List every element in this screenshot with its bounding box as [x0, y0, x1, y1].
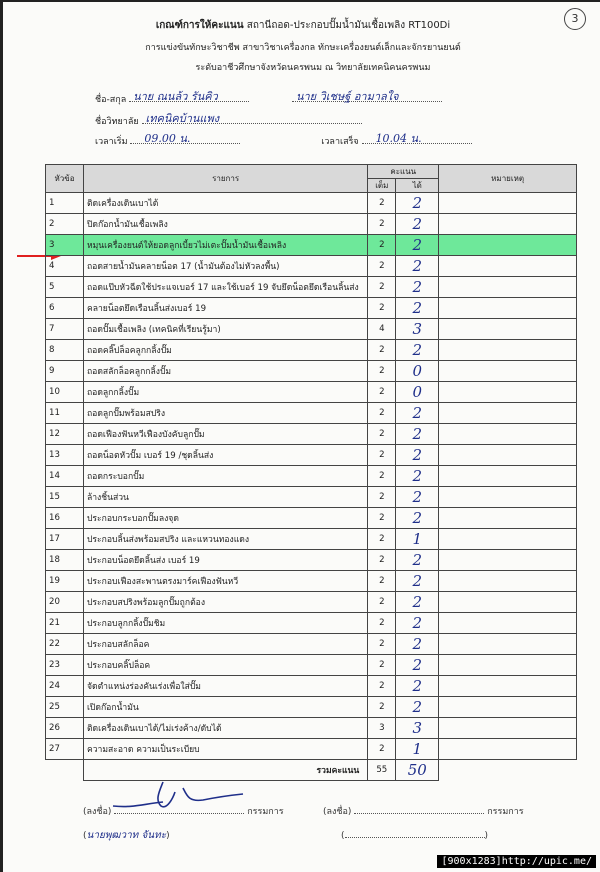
row-item: ถอดสายน้ำมันคลายน็อต 17 (น้ำมันต้องไม่หัวลงพื้น)	[83, 256, 367, 277]
header-line-2: การแข่งขันทักษะวิชาชีพ สาขาวิชาเครื่องกล ทักษะเครื่องยนต์เล็กและจักรยานยนต์	[145, 43, 461, 53]
row-full-score: 2	[368, 613, 396, 634]
row-full-score: 2	[368, 634, 396, 655]
college-row	[95, 114, 362, 128]
row-number: 11	[46, 403, 84, 424]
row-got-score: 2	[396, 235, 439, 256]
page-number: 3	[564, 8, 586, 30]
contestant-name-2: นาย วิเชษฐ์ อามาลใจ	[295, 90, 399, 103]
header-full: เต็ม	[368, 179, 396, 193]
row-full-score: 2	[368, 403, 396, 424]
row-note	[439, 697, 577, 718]
row-number: 16	[46, 508, 84, 529]
row-note	[439, 298, 577, 319]
row-got-score: 2	[396, 214, 439, 235]
row-full-score: 2	[368, 592, 396, 613]
row-item: คลายน็อตยึดเรือนลิ้นส่งเบอร์ 19	[83, 298, 367, 319]
table-row	[46, 424, 577, 445]
end-label: เวลาเสร็จ	[321, 137, 359, 147]
row-number: 17	[46, 529, 84, 550]
row-full-score: 2	[368, 697, 396, 718]
row-item: ล้างชิ้นส่วน	[83, 487, 367, 508]
row-item: ถอดเฟืองฟันหวีเฟืองบังคับลูกปั๊ม	[83, 424, 367, 445]
header-note: หมายเหตุ	[439, 165, 577, 193]
row-number: 7	[46, 319, 84, 340]
table-row	[46, 739, 577, 760]
row-full-score: 2	[368, 676, 396, 697]
table-row	[46, 508, 577, 529]
row-got-score: 2	[396, 592, 439, 613]
row-full-score: 3	[368, 718, 396, 739]
row-got-score: 2	[396, 676, 439, 697]
row-got-score: 0	[396, 382, 439, 403]
row-number: 9	[46, 361, 84, 382]
row-number: 15	[46, 487, 84, 508]
row-note	[439, 718, 577, 739]
row-number: 18	[46, 550, 84, 571]
row-item: ประกอบลูกกลิ้งปั๊มชิม	[83, 613, 367, 634]
time-row	[95, 134, 472, 148]
row-note	[439, 634, 577, 655]
row-full-score: 2	[368, 298, 396, 319]
row-got-score: 1	[396, 739, 439, 760]
row-item: ประกอบสลักล็อค	[83, 634, 367, 655]
committee-label-1: กรรมการ	[247, 807, 284, 817]
row-item: หมุนเครื่องยนต์ให้ยอดลูกเบี้ยวไม่เตะปั๊มน้ำมันเชื้อเพลิง	[83, 235, 367, 256]
row-note	[439, 256, 577, 277]
row-note	[439, 739, 577, 760]
row-note	[439, 403, 577, 424]
row-number: 12	[46, 424, 84, 445]
row-got-score: 2	[396, 697, 439, 718]
start-label: เวลาเริ่ม	[95, 137, 128, 147]
row-full-score: 2	[368, 277, 396, 298]
row-full-score: 2	[368, 739, 396, 760]
row-item: ติดเครื่องเดินเบาได้	[83, 193, 367, 214]
row-number: 19	[46, 571, 84, 592]
row-number: 5	[46, 277, 84, 298]
row-number: 25	[46, 697, 84, 718]
row-number: 13	[46, 445, 84, 466]
table-row	[46, 592, 577, 613]
table-row	[46, 718, 577, 739]
table-row	[46, 487, 577, 508]
table-row	[46, 382, 577, 403]
table-row	[46, 445, 577, 466]
title-bold: เกณฑ์การให้คะแนน	[155, 20, 244, 31]
row-full-score: 2	[368, 382, 396, 403]
row-item: จัดตำแหน่งร่องคันเร่งเพื่อใส่ปั๊ม	[83, 676, 367, 697]
row-item: ประกอบลิ้นส่งพร้อมสปริง และแหวนทองแดง	[83, 529, 367, 550]
row-got-score: 2	[396, 613, 439, 634]
row-number: 22	[46, 634, 84, 655]
row-note	[439, 277, 577, 298]
table-row	[46, 193, 577, 214]
row-number: 21	[46, 613, 84, 634]
row-got-score: 2	[396, 298, 439, 319]
watermark: [900x1283]http://upic.me/	[437, 855, 596, 868]
row-got-score: 2	[396, 571, 439, 592]
table-row	[46, 256, 577, 277]
row-full-score: 2	[368, 466, 396, 487]
table-row	[46, 214, 577, 235]
row-note	[439, 382, 577, 403]
table-row	[46, 298, 577, 319]
row-item: ประกอบกระบอกปั๊มลงจุด	[83, 508, 367, 529]
table-row	[46, 361, 577, 382]
start-time: 09.00 น.	[144, 132, 191, 145]
row-item: ประกอบน็อตยึดลิ้นส่ง เบอร์ 19	[83, 550, 367, 571]
row-full-score: 2	[368, 193, 396, 214]
row-note	[439, 235, 577, 256]
row-note	[439, 193, 577, 214]
row-got-score: 3	[396, 718, 439, 739]
table-row	[46, 634, 577, 655]
row-full-score: 2	[368, 235, 396, 256]
row-full-score: 2	[368, 256, 396, 277]
row-number: 8	[46, 340, 84, 361]
row-got-score: 2	[396, 487, 439, 508]
row-number: 14	[46, 466, 84, 487]
row-note	[439, 361, 577, 382]
row-item: ถอดกระบอกปั๊ม	[83, 466, 367, 487]
table-row	[46, 571, 577, 592]
row-item: เปิดก๊อกน้ำมัน	[83, 697, 367, 718]
row-got-score: 2	[396, 256, 439, 277]
row-item: ถอดปั๊มเชื้อเพลิง (เทคนิคที่เรียนรู้มา)	[83, 319, 367, 340]
header-line-3: ระดับอาชีวศึกษาจังหวัดนครพนม ณ วิทยาลัยเทคนิคนครพนม	[195, 63, 431, 73]
table-row	[46, 613, 577, 634]
row-got-score: 2	[396, 424, 439, 445]
signature-2	[323, 804, 524, 818]
name-row	[95, 92, 442, 106]
table-row	[46, 466, 577, 487]
row-got-score: 0	[396, 361, 439, 382]
row-got-score: 2	[396, 634, 439, 655]
row-item: ประกอบเฟืองสะพานตรงมาร์คเฟืองฟันหวี	[83, 571, 367, 592]
row-item: ถอดสลักล็อคลูกกลิ้งปั๊ม	[83, 361, 367, 382]
row-note	[439, 550, 577, 571]
row-item: ประกอบสปริงพร้อมลูกปั๊มถูกต้อง	[83, 592, 367, 613]
name-label: ชื่อ-สกุล	[95, 95, 127, 105]
header-item: รายการ	[83, 165, 367, 193]
row-got-score: 2	[396, 445, 439, 466]
table-row	[46, 235, 577, 256]
total-label: รวมคะแนน	[83, 760, 367, 781]
row-number: 27	[46, 739, 84, 760]
row-note	[439, 571, 577, 592]
row-got-score: 2	[396, 340, 439, 361]
row-full-score: 2	[368, 508, 396, 529]
row-number: 10	[46, 382, 84, 403]
header-score: คะแนน	[368, 165, 439, 179]
row-item: ติดเครื่องเดินเบาได้/ไม่เร่งค้าง/ดับได้	[83, 718, 367, 739]
title-rest: สถานีถอด-ประกอบปั๊มน้ำมันเชื้อเพลิง RT100Di	[246, 20, 451, 31]
row-note	[439, 319, 577, 340]
row-note	[439, 676, 577, 697]
table-row	[46, 403, 577, 424]
row-full-score: 2	[368, 424, 396, 445]
sign-label-2: (ลงชื่อ)	[323, 807, 352, 817]
table-row	[46, 319, 577, 340]
header-got: ได้	[396, 179, 439, 193]
row-item: ถอดลูกปั๊มพร้อมสปริง	[83, 403, 367, 424]
committee-name-1: นายพุฒวาท จันทะ	[86, 830, 167, 841]
table-row	[46, 277, 577, 298]
row-got-score: 2	[396, 550, 439, 571]
row-full-score: 2	[368, 529, 396, 550]
row-number: 3	[46, 235, 84, 256]
row-note	[439, 340, 577, 361]
row-got-score: 2	[396, 403, 439, 424]
table-row	[46, 697, 577, 718]
college-name: เทคนิคบ้านแพง	[145, 112, 220, 125]
table-row	[46, 340, 577, 361]
row-item: ความสะอาด ความเป็นระเบียบ	[83, 739, 367, 760]
row-got-score: 2	[396, 466, 439, 487]
row-number: 23	[46, 655, 84, 676]
row-item: ถอดน็อตหัวปั๊ม เบอร์ 19 /ชุดลิ้นส่ง	[83, 445, 367, 466]
row-note	[439, 508, 577, 529]
total-got: 50	[396, 760, 439, 781]
row-note	[439, 529, 577, 550]
row-full-score: 2	[368, 571, 396, 592]
row-item: ประกอบคลิ๊ปล็อค	[83, 655, 367, 676]
row-got-score: 2	[396, 193, 439, 214]
row-number: 6	[46, 298, 84, 319]
row-full-score: 2	[368, 550, 396, 571]
row-got-score: 2	[396, 655, 439, 676]
row-number: 2	[46, 214, 84, 235]
row-note	[439, 424, 577, 445]
table-row	[46, 550, 577, 571]
row-got-score: 3	[396, 319, 439, 340]
row-note	[439, 214, 577, 235]
row-item: ถอดคลิ๊ปล็อคลูกกลิ้งปั๊ม	[83, 340, 367, 361]
row-got-score: 1	[396, 529, 439, 550]
row-number: 1	[46, 193, 84, 214]
row-note	[439, 487, 577, 508]
row-full-score: 2	[368, 340, 396, 361]
header-no: หัวข้อ	[46, 165, 84, 193]
handwritten-signature	[103, 778, 253, 814]
score-table	[45, 164, 577, 781]
total-full: 55	[368, 760, 396, 781]
row-item: ถอดลูกกลิ้งปั๊ม	[83, 382, 367, 403]
sign-label-1: (ลงชื่อ)	[83, 807, 112, 817]
row-number: 26	[46, 718, 84, 739]
row-full-score: 4	[368, 319, 396, 340]
row-full-score: 2	[368, 487, 396, 508]
row-number: 20	[46, 592, 84, 613]
row-item: ปิดก๊อกน้ำมันเชื้อเพลิง	[83, 214, 367, 235]
row-note	[439, 466, 577, 487]
row-got-score: 2	[396, 508, 439, 529]
end-time: 10.04 น.	[375, 132, 422, 145]
row-full-score: 2	[368, 445, 396, 466]
college-label: ชื่อวิทยาลัย	[95, 117, 139, 127]
row-number: 24	[46, 676, 84, 697]
row-note	[439, 613, 577, 634]
row-got-score: 2	[396, 277, 439, 298]
row-note	[439, 445, 577, 466]
table-row	[46, 655, 577, 676]
row-full-score: 2	[368, 655, 396, 676]
committee-label-2: กรรมการ	[487, 807, 524, 817]
table-row	[46, 676, 577, 697]
table-row	[46, 529, 577, 550]
row-full-score: 2	[368, 361, 396, 382]
row-number: 4	[46, 256, 84, 277]
sheet-title	[3, 18, 600, 33]
contestant-name-1: นาย ณนล้ว รันคิว	[133, 90, 218, 103]
row-item: ถอดแป๊บหัวฉีดใช้ประแจเบอร์ 17 และใช้เบอร์ 19 จับยึดน็อตยึดเรือนลิ้นส่ง	[83, 277, 367, 298]
row-full-score: 2	[368, 214, 396, 235]
committee-name-row-1: (นายพุฒวาท จันทะ)	[83, 830, 170, 841]
committee-name-row-2: ( )	[341, 828, 488, 841]
row-note	[439, 655, 577, 676]
row-note	[439, 592, 577, 613]
